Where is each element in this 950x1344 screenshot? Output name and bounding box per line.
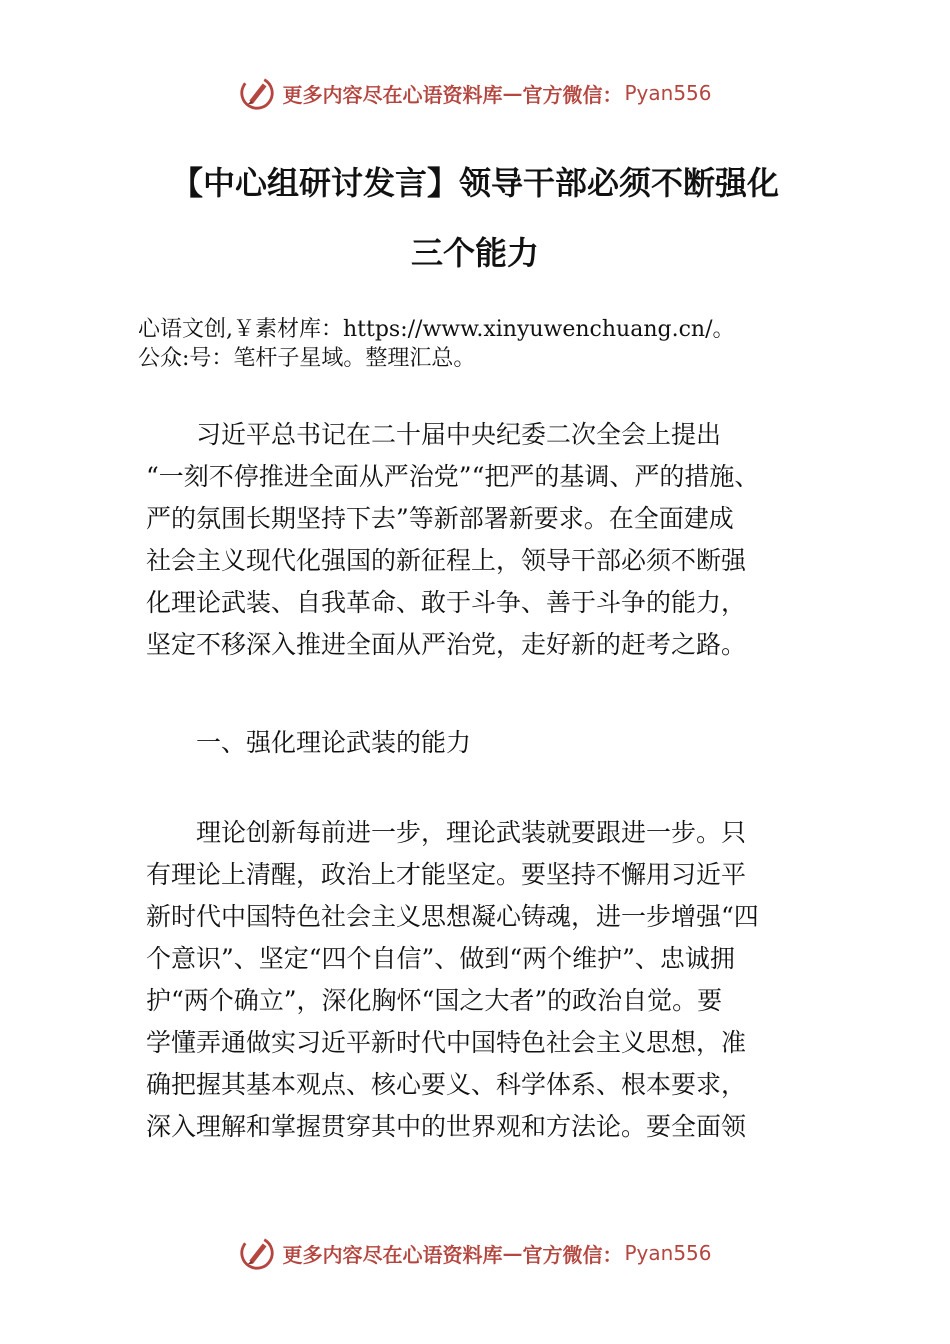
banner-wechat-id: Pyan556 bbox=[624, 81, 712, 105]
brush-logo-icon bbox=[238, 1234, 276, 1272]
paragraph-line: 坚定不移深入推进全面从严治党，走好新的赶考之路。 bbox=[146, 630, 747, 659]
source-note bbox=[138, 315, 818, 373]
paragraph-line: 有理论上清醒，政治上才能坚定。要坚持不懈用习近平 bbox=[146, 860, 747, 889]
banner-slogan: 更多内容尽在心语资料库 bbox=[282, 82, 503, 107]
intro-paragraph bbox=[146, 414, 808, 666]
document-title-line-1: 【中心组研讨发言】领导干部必须不断强化 bbox=[170, 164, 779, 202]
header-banner bbox=[0, 68, 950, 118]
banner-separator: — bbox=[502, 1241, 523, 1265]
banner-slogan: 更多内容尽在心语资料库 bbox=[282, 1242, 503, 1267]
paragraph-line: 严的氛围长期坚持下去”等新部署新要求。在全面建成 bbox=[146, 504, 734, 533]
banner-wechat-label: 官方微信： bbox=[522, 1242, 623, 1267]
section-heading-text: 一、强化理论武装的能力 bbox=[146, 728, 472, 757]
source-note-line-2: 公众:号：笔杆子星域。整理汇总。 bbox=[138, 346, 476, 371]
paragraph-line: 学懂弄通做实习近平新时代中国特色社会主义思想，准 bbox=[146, 1028, 747, 1057]
paragraph-line: “一刻不停推进全面从严治党”“把严的基调、严的措施、 bbox=[146, 462, 760, 491]
banner-wechat-id: Pyan556 bbox=[624, 1241, 712, 1265]
paragraph-line: 社会主义现代化强国的新征程上，领导干部必须不断强 bbox=[146, 546, 747, 575]
banner-separator: — bbox=[502, 81, 523, 105]
paragraph-line: 确把握其基本观点、核心要义、科学体系、根本要求， bbox=[146, 1070, 747, 1099]
paragraph-line: 个意识”、坚定“四个自信”、做到“两个维护”、忠诚拥 bbox=[146, 944, 735, 973]
paragraph-line: 理论创新每前进一步，理论武装就要跟进一步。只 bbox=[146, 818, 747, 847]
section-heading bbox=[146, 722, 808, 764]
paragraph-line: 护“两个确立”，深化胸怀“国之大者”的政治自觉。要 bbox=[146, 986, 723, 1015]
banner-wechat-label: 官方微信： bbox=[522, 82, 623, 107]
document-title-line-2: 三个能力 bbox=[410, 234, 539, 272]
paragraph-line: 深入理解和掌握贯穿其中的世界观和方法论。要全面领 bbox=[146, 1112, 747, 1141]
brush-logo-icon bbox=[238, 74, 276, 112]
footer-banner bbox=[0, 1228, 950, 1278]
paragraph-line: 习近平总书记在二十届中央纪委二次全会上提出 bbox=[146, 420, 722, 449]
paragraph-line: 化理论武装、自我革命、敢于斗争、善于斗争的能力， bbox=[146, 588, 747, 617]
section-paragraph bbox=[146, 812, 808, 1148]
paragraph-line: 新时代中国特色社会主义思想凝心铸魂，进一步增强“四 bbox=[146, 902, 759, 931]
source-note-line-1: 心语文创,￥素材库：https://www.xinyuwenchuang.cn/。 bbox=[138, 317, 735, 342]
